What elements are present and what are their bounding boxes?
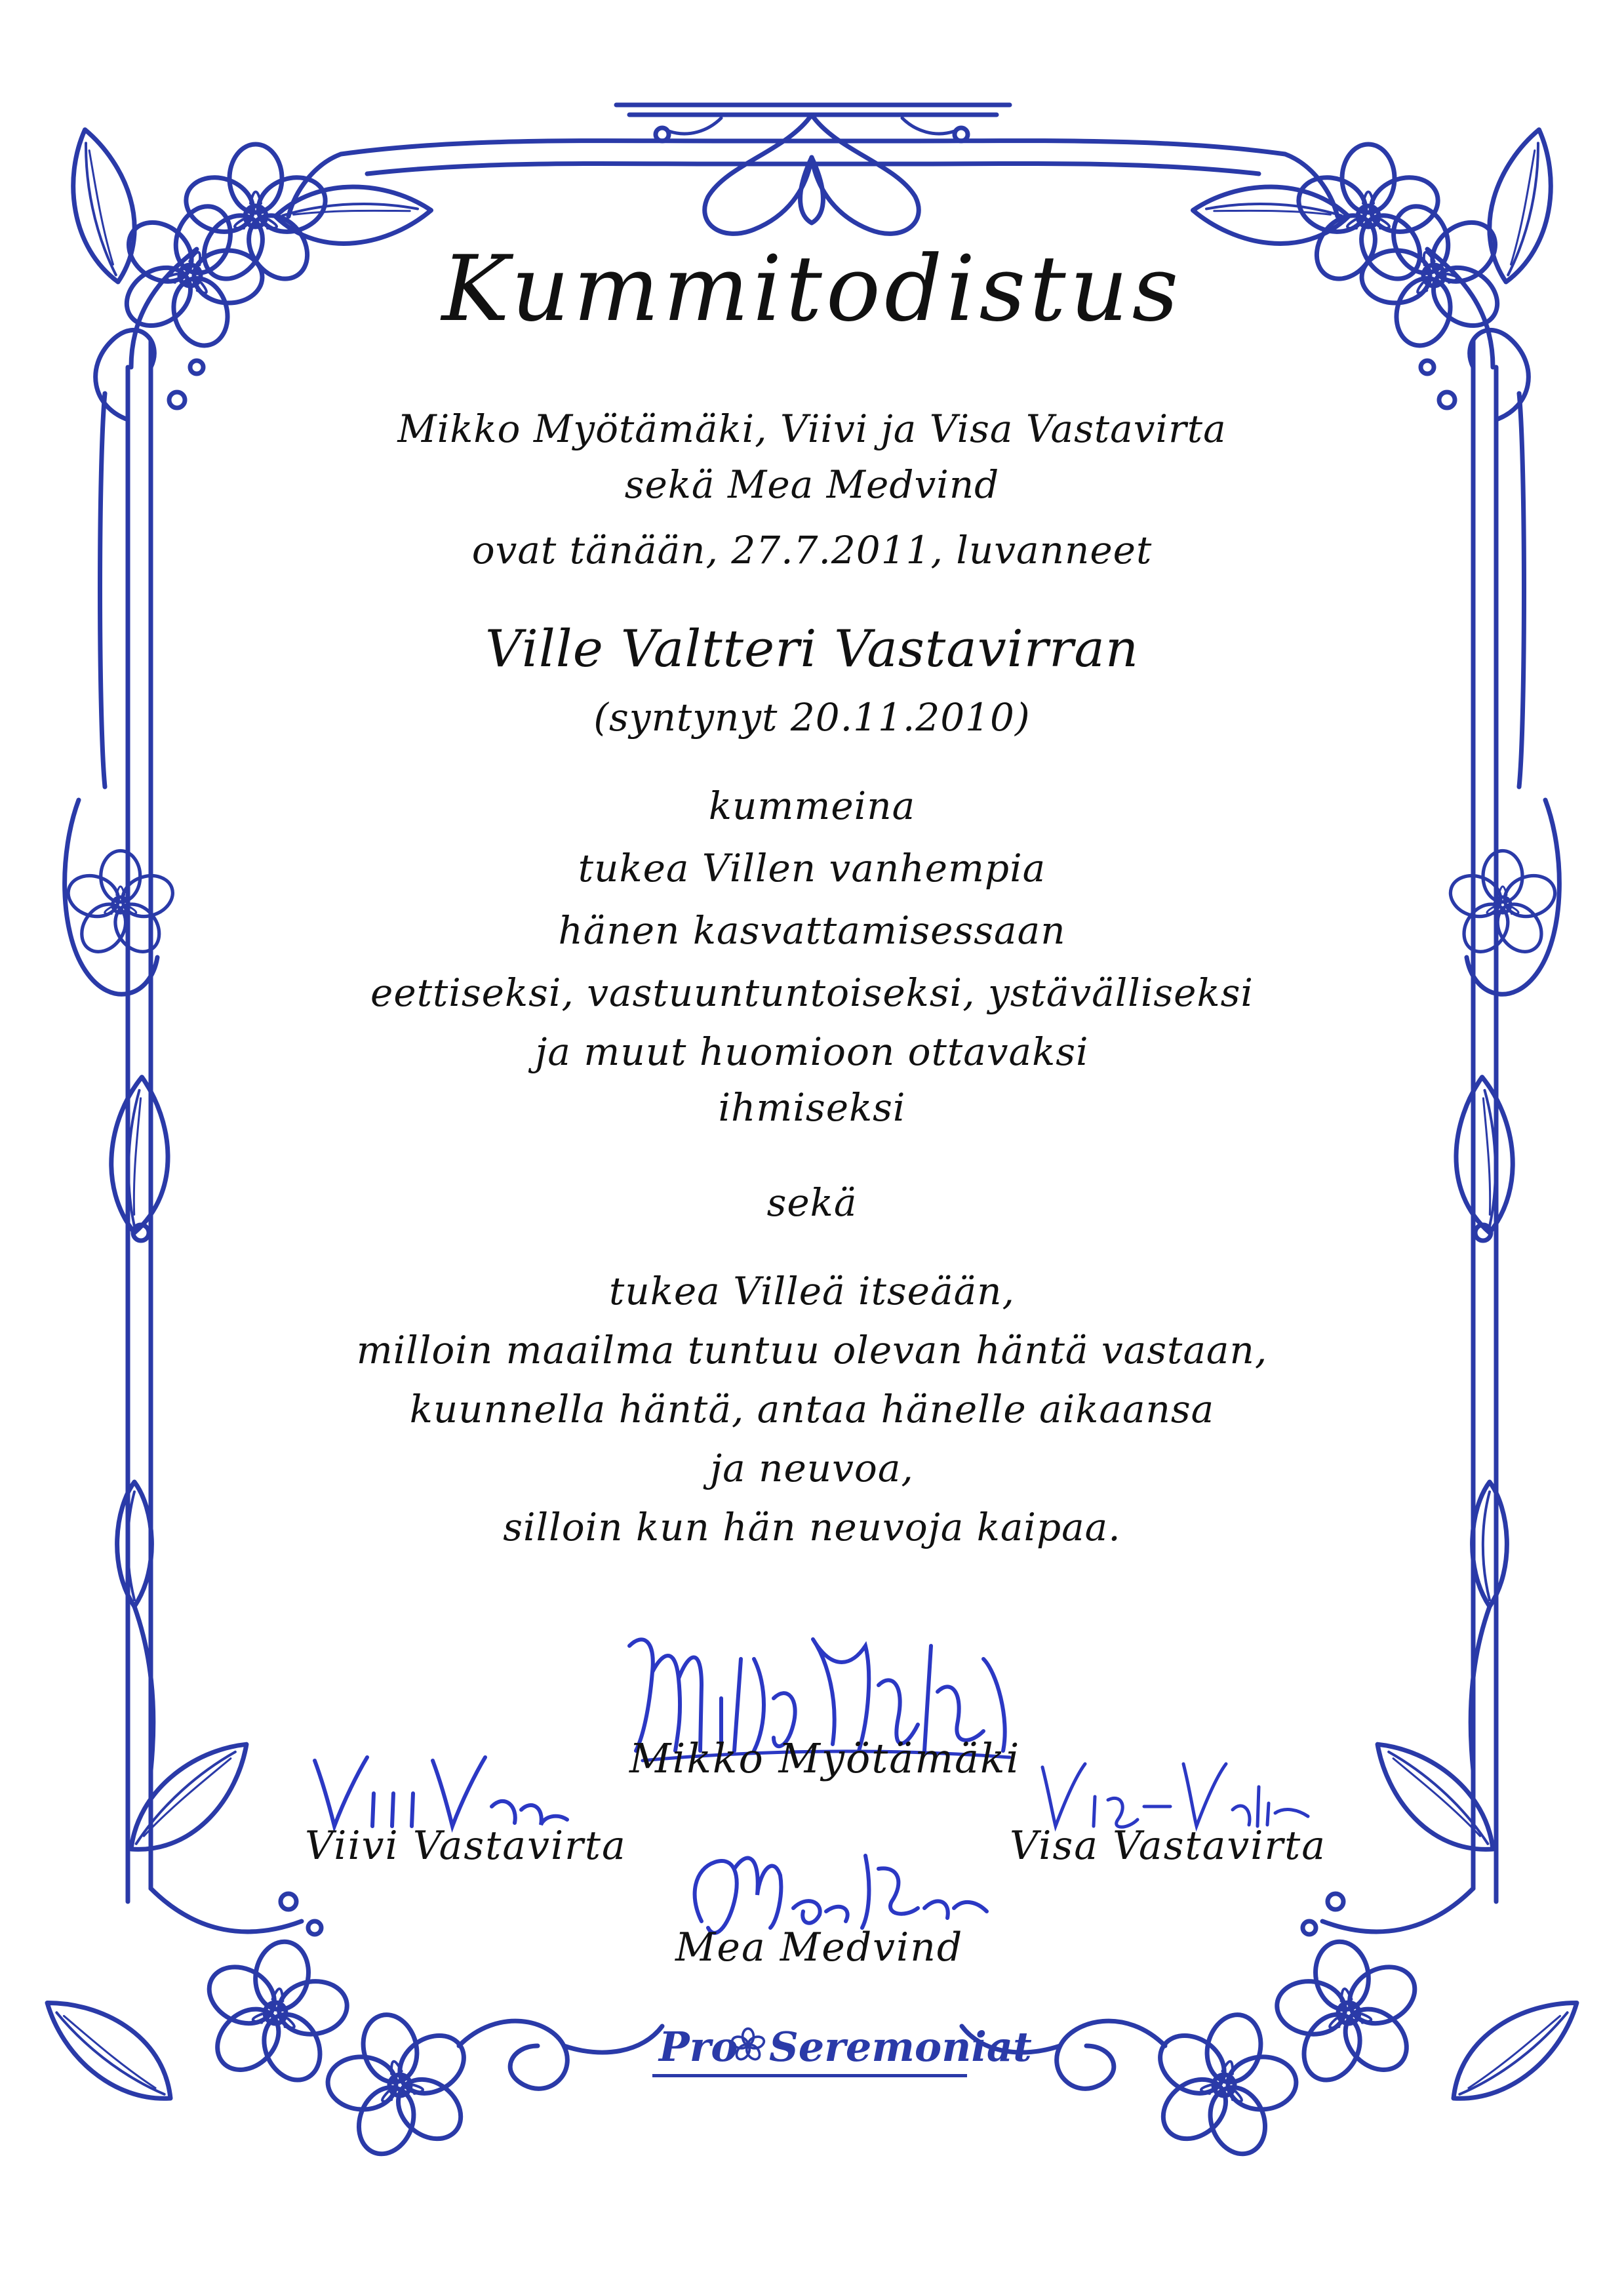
intro-line: ovat tänään, 27.7.2011, luvanneet <box>471 528 1153 572</box>
signature-name-mea: Mea Medvind <box>675 1925 964 1970</box>
promise-line: ja neuvoa, <box>710 1446 914 1490</box>
logo-underline <box>652 2074 967 2077</box>
promise-line: milloin maailma tuntuu olevan häntä vastaan, <box>356 1328 1268 1372</box>
certificate-title: Kummitodistus <box>441 236 1183 342</box>
promise-line: hänen kasvattamisessaan <box>558 908 1066 953</box>
intro-line: sekä Mea Medvind <box>624 462 1000 507</box>
promise-line: ja muut huomioon ottavaksi <box>535 1029 1089 1074</box>
promise-line: kummeina <box>708 784 916 828</box>
signature-mikko <box>616 1620 1023 1782</box>
birth-note: (syntynyt 20.11.2010) <box>593 695 1031 740</box>
connector-line: sekä <box>766 1180 858 1225</box>
promise-line: ihmiseksi <box>718 1085 906 1130</box>
signature-name-mikko: Mikko Myötämäki <box>629 1734 1021 1782</box>
signature-mea <box>662 1829 990 1970</box>
signature-visa <box>1010 1747 1327 1869</box>
flower-icon <box>730 2027 766 2064</box>
child-name: Ville Valtteri Vastavirran <box>485 620 1139 679</box>
proseremoniat-logo <box>652 2023 1032 2082</box>
promise-line: silloin kun hän neuvoja kaipaa. <box>503 1505 1121 1549</box>
signature-name-visa: Visa Vastavirta <box>1010 1823 1327 1869</box>
intro-line: Mikko Myötämäki, Viivi ja Visa Vastavirta <box>397 407 1227 451</box>
signature-name-viivi: Viivi Vastavirta <box>305 1823 627 1869</box>
logo-text-pro: Pro <box>659 2023 738 2071</box>
promise-line: kuunnella häntä, antaa hänelle aikaansa <box>409 1387 1215 1431</box>
promise-line: tukea Villeä itseään, <box>609 1269 1015 1313</box>
promise-line: eettiseksi, vastuuntuntoiseksi, ystävälliseksi <box>370 970 1254 1015</box>
promise-line: tukea Villen vanhempia <box>578 846 1046 890</box>
logo-text-seremoniat: Seremoniat <box>769 2023 1032 2071</box>
signature-viivi <box>295 1747 627 1869</box>
